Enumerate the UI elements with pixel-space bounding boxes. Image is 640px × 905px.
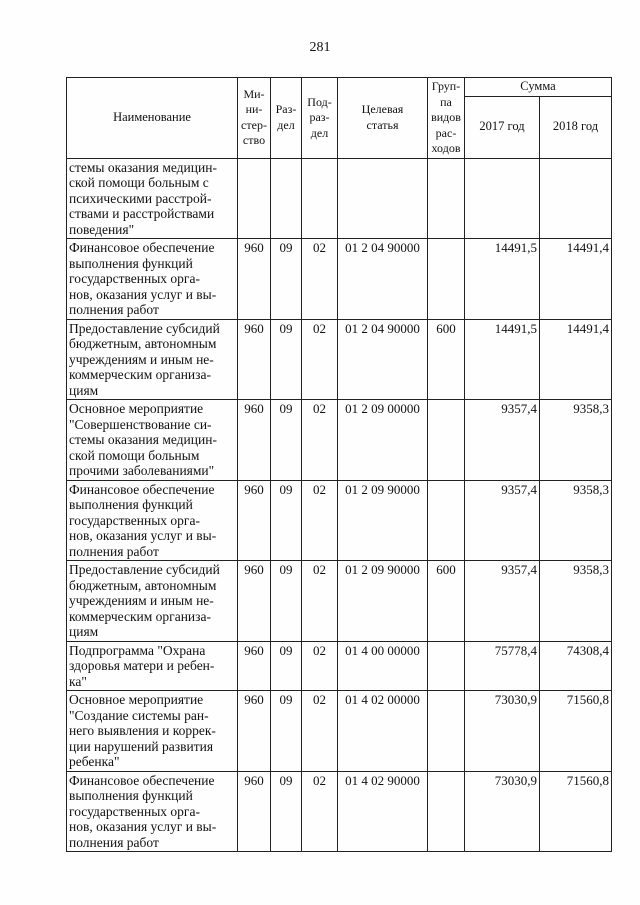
table-row [67, 771, 612, 852]
row-target: 01 2 09 90000 [338, 561, 428, 642]
row-ministry: 960 [238, 239, 271, 320]
row-ministry: 960 [238, 319, 271, 400]
row-subsection: 02 [302, 319, 338, 400]
row-section: 09 [271, 691, 302, 772]
row-sum-2018 [540, 158, 612, 239]
table-row [67, 480, 612, 561]
row-expense-group: 600 [428, 561, 465, 642]
row-ministry: 960 [238, 641, 271, 691]
row-subsection: 02 [302, 480, 338, 561]
row-name: стемы оказания медицин- ской помощи больным с психическими расстрой- ствами и расстройствами поведения" [67, 158, 238, 239]
row-sum-2018: 71560,8 [540, 691, 612, 772]
row-sum-2017: 9357,4 [465, 400, 540, 481]
row-ministry: 960 [238, 771, 271, 852]
row-sum-2017: 14491,5 [465, 319, 540, 400]
row-sum-2018: 71560,8 [540, 771, 612, 852]
row-sum-2017: 75778,4 [465, 641, 540, 691]
row-expense-group [428, 771, 465, 852]
row-expense-group [428, 641, 465, 691]
row-target: 01 4 02 00000 [338, 691, 428, 772]
row-expense-group: 600 [428, 319, 465, 400]
table-row [67, 239, 612, 320]
row-sum-2018: 9358,3 [540, 480, 612, 561]
row-sum-2017: 14491,5 [465, 239, 540, 320]
header-ministry: Ми- ни- стер- ство [238, 78, 271, 159]
row-expense-group [428, 158, 465, 239]
row-subsection: 02 [302, 561, 338, 642]
header-expense-group: Груп- па видов рас- ходов [428, 78, 465, 159]
row-name: Финансовое обеспечение выполнения функций государственных орга- нов, оказания услуг и вы- полнения работ [67, 239, 238, 320]
row-name: Предоставление субсидий бюджетным, автономным учреждениям и иным не- коммерческим организа- циям [67, 319, 238, 400]
row-section: 09 [271, 319, 302, 400]
header-section: Раз- дел [271, 78, 302, 159]
row-target: 01 2 09 00000 [338, 400, 428, 481]
row-section: 09 [271, 641, 302, 691]
row-subsection: 02 [302, 771, 338, 852]
table-row [67, 561, 612, 642]
header-name: Наименование [67, 78, 238, 159]
row-subsection: 02 [302, 691, 338, 772]
row-section: 09 [271, 239, 302, 320]
row-subsection: 02 [302, 239, 338, 320]
row-subsection [302, 158, 338, 239]
row-sum-2017: 9357,4 [465, 561, 540, 642]
row-section: 09 [271, 771, 302, 852]
table-row [67, 158, 612, 239]
header-subsection: Под- раз- дел [302, 78, 338, 159]
row-sum-2017: 9357,4 [465, 480, 540, 561]
row-target: 01 4 02 90000 [338, 771, 428, 852]
row-sum-2018: 14491,4 [540, 239, 612, 320]
row-target [338, 158, 428, 239]
row-ministry: 960 [238, 400, 271, 481]
row-target: 01 4 00 00000 [338, 641, 428, 691]
header-year-2017: 2017 год [465, 96, 540, 158]
row-expense-group [428, 239, 465, 320]
row-sum-2017: 73030,9 [465, 771, 540, 852]
row-ministry: 960 [238, 691, 271, 772]
row-subsection: 02 [302, 641, 338, 691]
row-name: Подпрограмма "Охрана здоровья матери и ребен- ка" [67, 641, 238, 691]
row-target: 01 2 04 90000 [338, 239, 428, 320]
row-sum-2018: 9358,3 [540, 561, 612, 642]
row-target: 01 2 04 90000 [338, 319, 428, 400]
row-sum-2017: 73030,9 [465, 691, 540, 772]
row-name: Финансовое обеспечение выполнения функций государственных орга- нов, оказания услуг и вы- полнения работ [67, 771, 238, 852]
row-sum-2017 [465, 158, 540, 239]
header-year-2018: 2018 год [540, 96, 612, 158]
row-sum-2018: 14491,4 [540, 319, 612, 400]
table-row [67, 691, 612, 772]
row-name: Финансовое обеспечение выполнения функций государственных орга- нов, оказания услуг и вы- полнения работ [67, 480, 238, 561]
row-section [271, 158, 302, 239]
row-sum-2018: 74308,4 [540, 641, 612, 691]
table-body [67, 158, 612, 852]
row-section: 09 [271, 561, 302, 642]
table-row [67, 319, 612, 400]
row-subsection: 02 [302, 400, 338, 481]
row-ministry: 960 [238, 561, 271, 642]
row-name: Основное мероприятие "Совершенствование си- стемы оказания медицин- ской помощи больным прочими заболеваниями" [67, 400, 238, 481]
budget-table [66, 77, 612, 852]
table-header [67, 78, 612, 159]
row-ministry [238, 158, 271, 239]
row-expense-group [428, 400, 465, 481]
row-ministry: 960 [238, 480, 271, 561]
row-expense-group [428, 480, 465, 561]
table-row [67, 400, 612, 481]
row-sum-2018: 9358,3 [540, 400, 612, 481]
row-section: 09 [271, 400, 302, 481]
row-name: Основное мероприятие "Создание системы ран- него выявления и коррек- ции нарушений развития ребенка" [67, 691, 238, 772]
header-target: Целевая статья [338, 78, 428, 159]
row-target: 01 2 09 90000 [338, 480, 428, 561]
page-number: 281 [309, 40, 331, 55]
row-section: 09 [271, 480, 302, 561]
table-row [67, 641, 612, 691]
header-sum: Сумма [465, 78, 612, 97]
row-name: Предоставление субсидий бюджетным, автономным учреждениям и иным не- коммерческим организа- циям [67, 561, 238, 642]
row-expense-group [428, 691, 465, 772]
